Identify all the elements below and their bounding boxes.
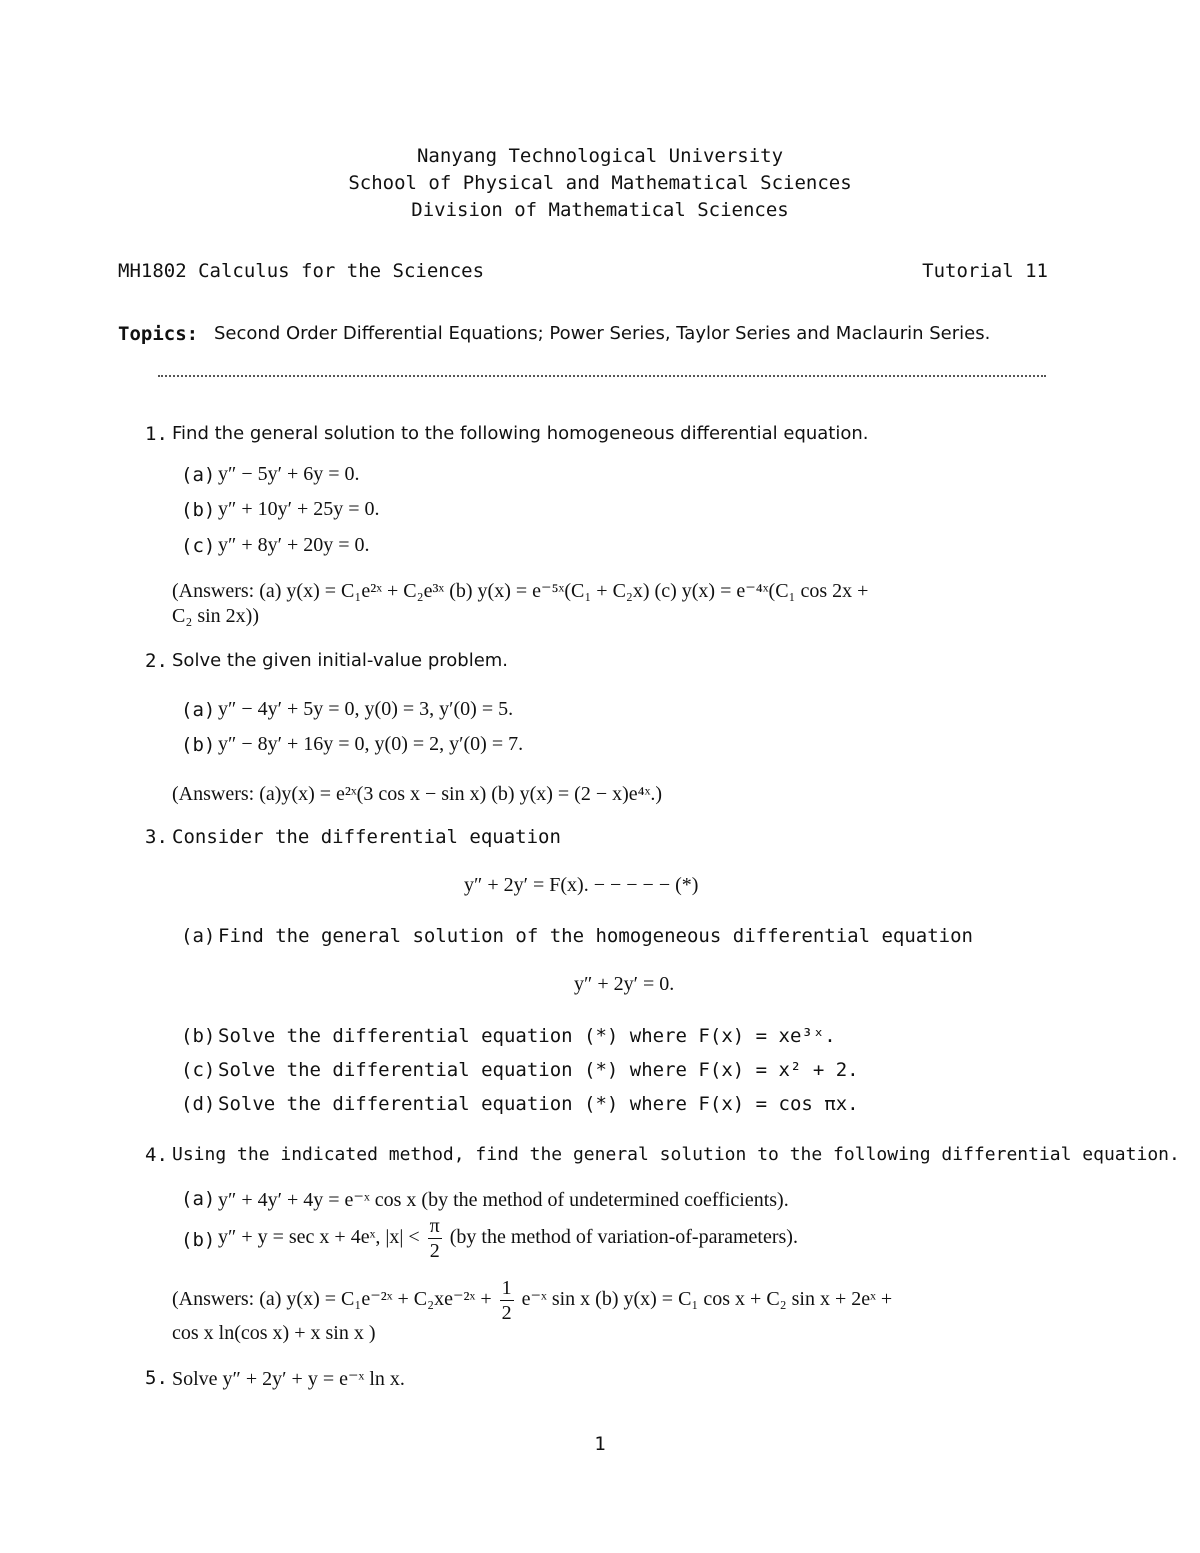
q1-a-label: (a) <box>181 464 216 486</box>
pi-over-2-fraction <box>428 1216 442 1261</box>
one-half-fraction <box>500 1278 514 1323</box>
fraction-numerator: 1 <box>501 1277 512 1299</box>
q1-answer-line1: (Answers: (a) y(x) = C₁e²ˣ + C₂e³ˣ (b) y(x) = e⁻⁵ˣ(C₁ + C₂x) (c) y(x) = e⁻⁴ˣ(C₁ cos 2x + <box>172 580 869 602</box>
q3-a-label: (a) <box>181 925 216 947</box>
topics-label: Topics: <box>118 323 199 345</box>
q4-answer-pre: (Answers: (a) y(x) = C₁e⁻²ˣ + C₂xe⁻²ˣ + <box>172 1288 492 1311</box>
q2-a-equation: y″ − 4y′ + 5y = 0, y(0) = 3, y′(0) = 5. <box>218 698 514 720</box>
fraction-numerator: π <box>429 1215 440 1237</box>
page-number: 1 <box>594 1433 606 1455</box>
q1-b-label: (b) <box>181 499 216 521</box>
q1-answer-line2: C₂ sin 2x)) <box>172 605 259 627</box>
q3-prompt: Consider the differential equation <box>172 826 561 848</box>
q2-prompt: Solve the given initial-value problem. <box>172 650 509 671</box>
q4-prompt: Using the indicated method, find the general solution to the following differential equation. <box>172 1144 1180 1165</box>
q3-d-label: (d) <box>181 1093 216 1115</box>
q5-text: Solve y″ + 2y′ + y = e⁻ˣ ln x. <box>172 1368 405 1390</box>
q3-c-text: Solve the differential equation (*) where F(x) = x² + 2. <box>218 1059 859 1081</box>
fraction-denominator: 2 <box>429 1240 440 1262</box>
q4-b-pre: y″ + y = sec x + 4eˣ, |x| < <box>218 1226 420 1249</box>
q4-a-text: y″ + 4y′ + 4y = e⁻ˣ cos x (by the method of undetermined coefficients). <box>218 1189 789 1211</box>
q4-b-equation <box>218 1216 798 1261</box>
q4-answer-line1 <box>172 1278 892 1323</box>
q5-number: 5. <box>145 1367 168 1389</box>
q3-b-text: Solve the differential equation (*) where F(x) = xe³ˣ. <box>218 1025 836 1047</box>
q4-a-label: (a) <box>181 1188 216 1210</box>
q1-number: 1. <box>145 423 168 445</box>
university-name: Nanyang Technological University <box>416 145 784 167</box>
q4-number: 4. <box>145 1144 168 1166</box>
fraction-denominator: 2 <box>501 1302 512 1324</box>
q3-number: 3. <box>145 826 168 848</box>
q2-b-label: (b) <box>181 734 216 756</box>
q1-b-equation: y″ + 10y′ + 25y = 0. <box>218 498 380 520</box>
q3-a-text: Find the general solution of the homogeneous differential equation <box>218 925 973 947</box>
q2-a-label: (a) <box>181 699 216 721</box>
q2-answer: (Answers: (a)y(x) = e²ˣ(3 cos x − sin x) (b) y(x) = (2 − x)e⁴ˣ.) <box>172 783 663 805</box>
topics-text: Second Order Differential Equations; Power Series, Taylor Series and Maclaurin Series. <box>214 323 991 344</box>
q3-a-display: y″ + 2y′ = 0. <box>574 973 675 995</box>
course-title: MH1802 Calculus for the Sciences <box>118 260 485 282</box>
school-name: School of Physical and Mathematical Sciences <box>348 172 852 194</box>
q1-c-equation: y″ + 8y′ + 20y = 0. <box>218 534 370 556</box>
q2-b-equation: y″ − 8y′ + 16y = 0, y(0) = 2, y′(0) = 7. <box>218 733 524 755</box>
tutorial-number: Tutorial 11 <box>922 260 1048 282</box>
q2-number: 2. <box>145 650 168 672</box>
division-name: Division of Mathematical Sciences <box>411 199 789 221</box>
q4-answer-line2: cos x ln(cos x) + x sin x ) <box>172 1322 376 1344</box>
q4-b-label: (b) <box>181 1229 216 1251</box>
q1-prompt: Find the general solution to the following homogeneous differential equation. <box>172 423 869 444</box>
q3-display-equation: y″ + 2y′ = F(x). − − − − − (*) <box>464 874 699 896</box>
q1-c-label: (c) <box>181 535 216 557</box>
q3-b-label: (b) <box>181 1025 216 1047</box>
q3-d-text: Solve the differential equation (*) where F(x) = cos πx. <box>218 1093 859 1115</box>
q4-answer-post: e⁻ˣ sin x (b) y(x) = C₁ cos x + C₂ sin x + 2eˣ + <box>521 1288 893 1311</box>
separator-line <box>158 375 1046 377</box>
q4-b-post: (by the method of variation-of-parameters). <box>449 1226 798 1249</box>
q3-c-label: (c) <box>181 1059 216 1081</box>
q1-a-equation: y″ − 5y′ + 6y = 0. <box>218 463 360 485</box>
